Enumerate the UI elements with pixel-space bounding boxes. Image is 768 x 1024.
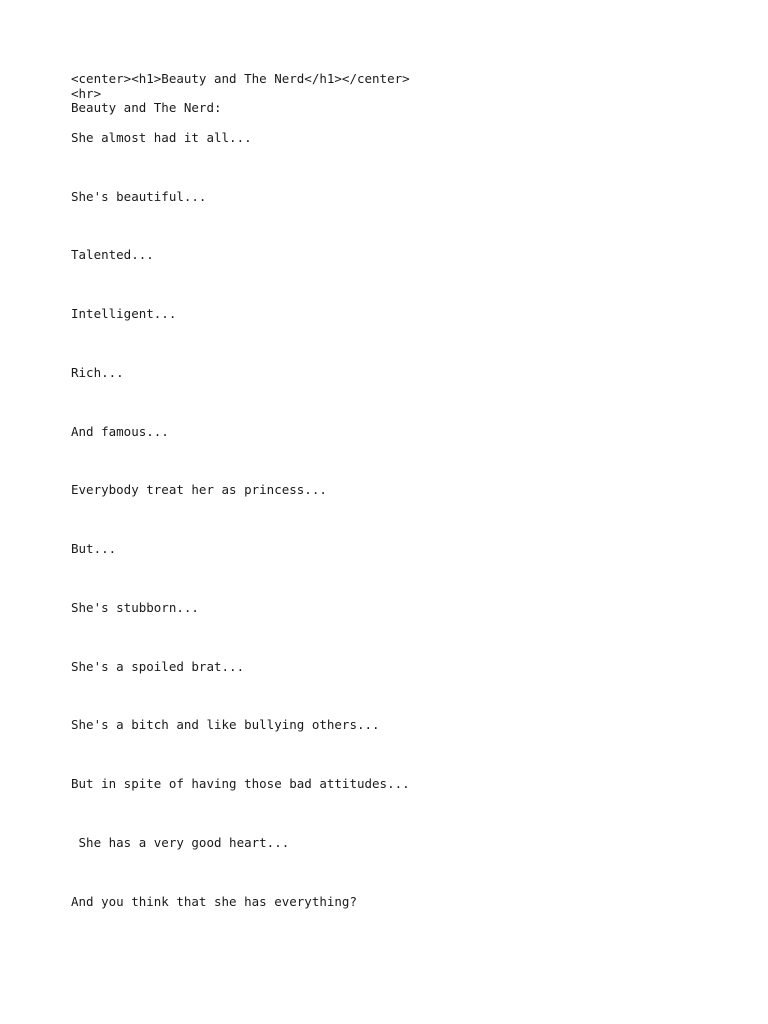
text-line [71,234,410,249]
text-line: <hr> [71,85,102,101]
text-line [71,380,410,395]
text-line [71,571,410,586]
text-line: But... [71,541,117,556]
text-line [71,469,410,484]
text-line [71,748,410,763]
text-line [71,145,410,160]
text-line [71,116,410,131]
text-line [71,322,410,337]
text-line [71,674,410,689]
text-line: <center><h1>Beauty and The Nerd</h1></center> [71,71,410,86]
text-line [71,204,410,219]
text-line [71,762,410,777]
text-line [71,527,410,542]
document-text [71,72,410,909]
text-line: She has a very good heart... [71,834,290,850]
text-line [71,880,410,895]
text-line [71,704,410,719]
text-line: Everybody treat her as princess... [71,482,327,498]
text-line [71,689,410,704]
text-line [71,263,410,278]
text-line: Beauty and The Nerd: [71,100,222,116]
text-line [71,336,410,351]
text-line: She's beautiful... [71,188,207,204]
text-line: Talented... [71,247,154,263]
text-line [71,586,410,601]
text-line: But in spite of having those bad attitudes... [71,776,410,791]
text-line [71,850,410,865]
text-line [71,645,410,660]
text-line: Intelligent... [71,306,177,321]
text-line [71,806,410,821]
text-line [71,733,410,748]
text-line [71,454,410,469]
text-line: She's a bitch and like bullying others... [71,717,380,733]
text-line [71,615,410,630]
text-line: She's stubborn... [71,599,199,615]
text-line [71,292,410,307]
text-line [71,630,410,645]
text-line: Rich... [71,364,124,380]
text-line [71,175,410,190]
text-line [71,557,410,572]
text-line [71,351,410,366]
text-line [71,821,410,836]
text-line: And you think that she has everything? [71,893,357,909]
text-line [71,410,410,425]
text-line [71,792,410,807]
text-line: And famous... [71,423,169,439]
text-line: She's a spoiled brat... [71,658,245,674]
text-line [71,395,410,410]
text-line [71,865,410,880]
text-line [71,219,410,234]
text-line [71,498,410,513]
text-line [71,439,410,454]
text-line [71,513,410,528]
text-line [71,278,410,293]
text-line [71,160,410,175]
text-line: She almost had it all... [71,129,252,145]
